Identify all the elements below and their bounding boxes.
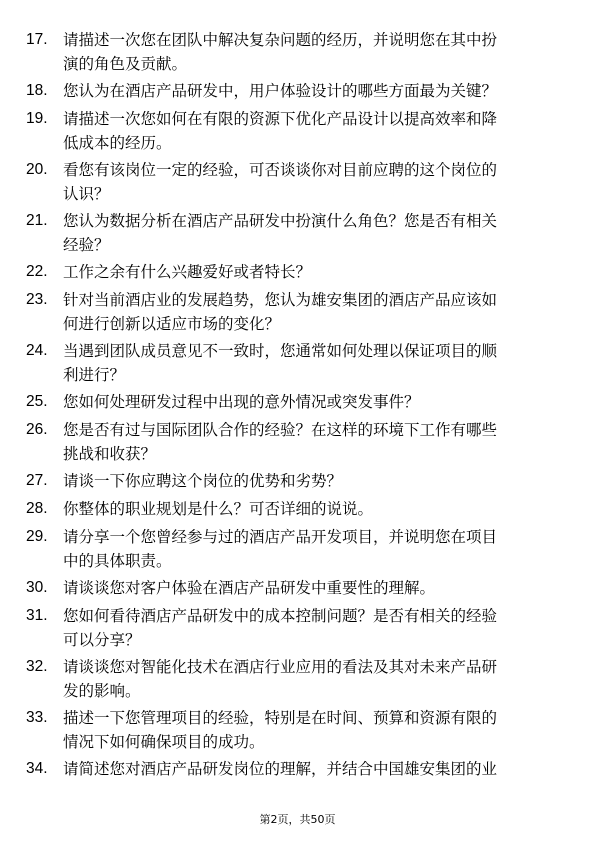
question-number: 22. <box>26 263 48 280</box>
question-number: 27. <box>26 472 48 489</box>
question-text: 请谈谈您对客户体验在酒店产品研发中重要性的理解。 <box>63 579 436 597</box>
question-number: 32. <box>26 658 48 675</box>
question-number: 24. <box>26 342 48 359</box>
question-number: 29. <box>26 528 48 545</box>
question-text: 请简述您对酒店产品研发岗位的理解，并结合中国雄安集团的业 <box>63 760 498 778</box>
question-text: 针对当前酒店业的发展趋势，您认为雄安集团的酒店产品应该如 何进行创新以适应市场的变化？ <box>63 291 498 333</box>
question-text: 请描述一次您如何在有限的资源下优化产品设计以提高效率和降 低成本的经历。 <box>63 110 498 152</box>
question-text: 工作之余有什么兴趣爱好或者特长？ <box>63 263 312 281</box>
question-number: 25. <box>26 393 48 410</box>
question-text: 您如何看待酒店产品研发中的成本控制问题？是否有相关的经验 可以分享？ <box>63 607 498 649</box>
question-number: 21. <box>26 212 48 229</box>
question-number: 23. <box>26 291 48 308</box>
question-text: 看您有该岗位一定的经验，可否谈谈你对目前应聘的这个岗位的 认识？ <box>63 161 498 203</box>
question-text: 描述一下您管理项目的经验，特别是在时间、预算和资源有限的 情况下如何确保项目的成功。 <box>63 709 498 751</box>
question-text: 请谈一下你应聘这个岗位的优势和劣势？ <box>63 472 343 490</box>
question-text: 当遇到团队成员意见不一致时，您通常如何处理以保证项目的顺 利进行？ <box>63 342 498 384</box>
question-number: 30. <box>26 579 48 596</box>
question-text: 请分享一个您曾经参与过的酒店产品开发项目，并说明您在项目 中的具体职责。 <box>63 528 498 570</box>
question-number: 34. <box>26 760 48 777</box>
question-text: 请谈谈您对智能化技术在酒店行业应用的看法及其对未来产品研 发的影响。 <box>63 658 498 700</box>
question-text: 您如何处理研发过程中出现的意外情况或突发事件？ <box>63 393 420 411</box>
question-text: 您认为数据分析在酒店产品研发中扮演什么角色？您是否有相关 经验？ <box>63 212 498 254</box>
question-number: 33. <box>26 709 48 726</box>
question-number: 26. <box>26 421 48 438</box>
question-number: 31. <box>26 607 48 624</box>
question-text: 请描述一次您在团队中解决复杂问题的经历，并说明您在其中扮 演的角色及贡献。 <box>63 31 498 73</box>
question-number: 18. <box>26 82 48 99</box>
question-text: 您认为在酒店产品研发中，用户体验设计的哪些方面最为关键？ <box>63 82 498 100</box>
question-number: 19. <box>26 110 48 127</box>
question-number: 17. <box>26 31 48 48</box>
page-footer: 第2页，共50页 <box>259 813 336 826</box>
question-number: 28. <box>26 500 48 517</box>
question-text: 你整体的职业规划是什么？可否详细的说说。 <box>63 500 374 518</box>
question-text: 您是否有过与国际团队合作的经验？在这样的环境下工作有哪些 挑战和收获？ <box>63 421 498 463</box>
question-number: 20. <box>26 161 48 178</box>
